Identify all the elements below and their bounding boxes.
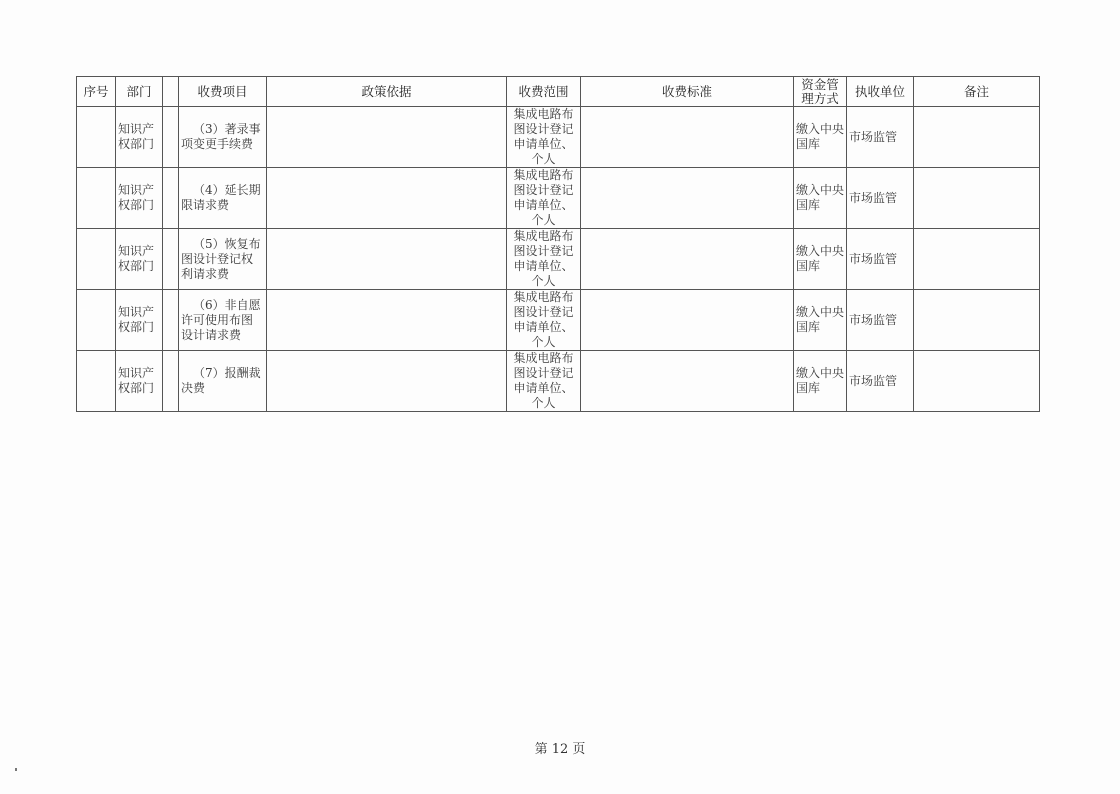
cell-exec: 市场监管 — [847, 290, 914, 351]
cell-scope: 集成电路布图设计登记申请单位、个人 — [507, 351, 581, 412]
header-mgmt: 资金管理方式 — [794, 77, 847, 107]
cell-exec: 市场监管 — [847, 229, 914, 290]
cell-scope: 集成电路布图设计登记申请单位、个人 — [507, 290, 581, 351]
cell-exec: 市场监管 — [847, 107, 914, 168]
cell-exec: 市场监管 — [847, 168, 914, 229]
scan-speck — [15, 768, 17, 771]
cell-dept: 知识产权部门 — [116, 229, 163, 290]
cell-blank — [163, 351, 179, 412]
header-remark: 备注 — [914, 77, 1040, 107]
table-row — [77, 290, 1040, 351]
cell-mgmt: 缴入中央国库 — [794, 290, 847, 351]
table-row — [77, 107, 1040, 168]
cell-blank — [163, 290, 179, 351]
header-dept: 部门 — [116, 77, 163, 107]
cell-seq — [77, 107, 116, 168]
fee-table — [76, 76, 1040, 412]
cell-item: （3）著录事项变更手续费 — [179, 107, 267, 168]
cell-mgmt: 缴入中央国库 — [794, 351, 847, 412]
cell-seq — [77, 351, 116, 412]
cell-policy — [267, 229, 507, 290]
cell-item: （4）延长期限请求费 — [179, 168, 267, 229]
cell-scope: 集成电路布图设计登记申请单位、个人 — [507, 168, 581, 229]
header-standard: 收费标准 — [581, 77, 794, 107]
cell-remark — [914, 107, 1040, 168]
header-blank — [163, 77, 179, 107]
cell-standard — [581, 168, 794, 229]
table-row — [77, 168, 1040, 229]
cell-remark — [914, 290, 1040, 351]
cell-scope: 集成电路布图设计登记申请单位、个人 — [507, 107, 581, 168]
header-seq: 序号 — [77, 77, 116, 107]
cell-mgmt: 缴入中央国库 — [794, 107, 847, 168]
cell-standard — [581, 107, 794, 168]
cell-blank — [163, 168, 179, 229]
header-item: 收费项目 — [179, 77, 267, 107]
cell-item: （7）报酬裁决费 — [179, 351, 267, 412]
cell-remark — [914, 168, 1040, 229]
cell-seq — [77, 168, 116, 229]
cell-standard — [581, 290, 794, 351]
cell-policy — [267, 351, 507, 412]
cell-standard — [581, 351, 794, 412]
cell-remark — [914, 229, 1040, 290]
table-row — [77, 351, 1040, 412]
cell-blank — [163, 229, 179, 290]
cell-item: （6）非自愿许可使用布图设计请求费 — [179, 290, 267, 351]
cell-mgmt: 缴入中央国库 — [794, 168, 847, 229]
header-policy: 政策依据 — [267, 77, 507, 107]
cell-dept: 知识产权部门 — [116, 290, 163, 351]
cell-remark — [914, 351, 1040, 412]
table-header-row — [77, 77, 1040, 107]
header-scope: 收费范围 — [507, 77, 581, 107]
cell-standard — [581, 229, 794, 290]
cell-dept: 知识产权部门 — [116, 107, 163, 168]
cell-policy — [267, 107, 507, 168]
cell-exec: 市场监管 — [847, 351, 914, 412]
cell-scope: 集成电路布图设计登记申请单位、个人 — [507, 229, 581, 290]
cell-mgmt: 缴入中央国库 — [794, 229, 847, 290]
cell-dept: 知识产权部门 — [116, 351, 163, 412]
table-row — [77, 229, 1040, 290]
header-exec: 执收单位 — [847, 77, 914, 107]
cell-seq — [77, 229, 116, 290]
cell-seq — [77, 290, 116, 351]
cell-policy — [267, 168, 507, 229]
cell-item: （5）恢复布图设计登记权利请求费 — [179, 229, 267, 290]
cell-dept: 知识产权部门 — [116, 168, 163, 229]
cell-policy — [267, 290, 507, 351]
page-number: 第 12 页 — [534, 742, 586, 757]
cell-blank — [163, 107, 179, 168]
